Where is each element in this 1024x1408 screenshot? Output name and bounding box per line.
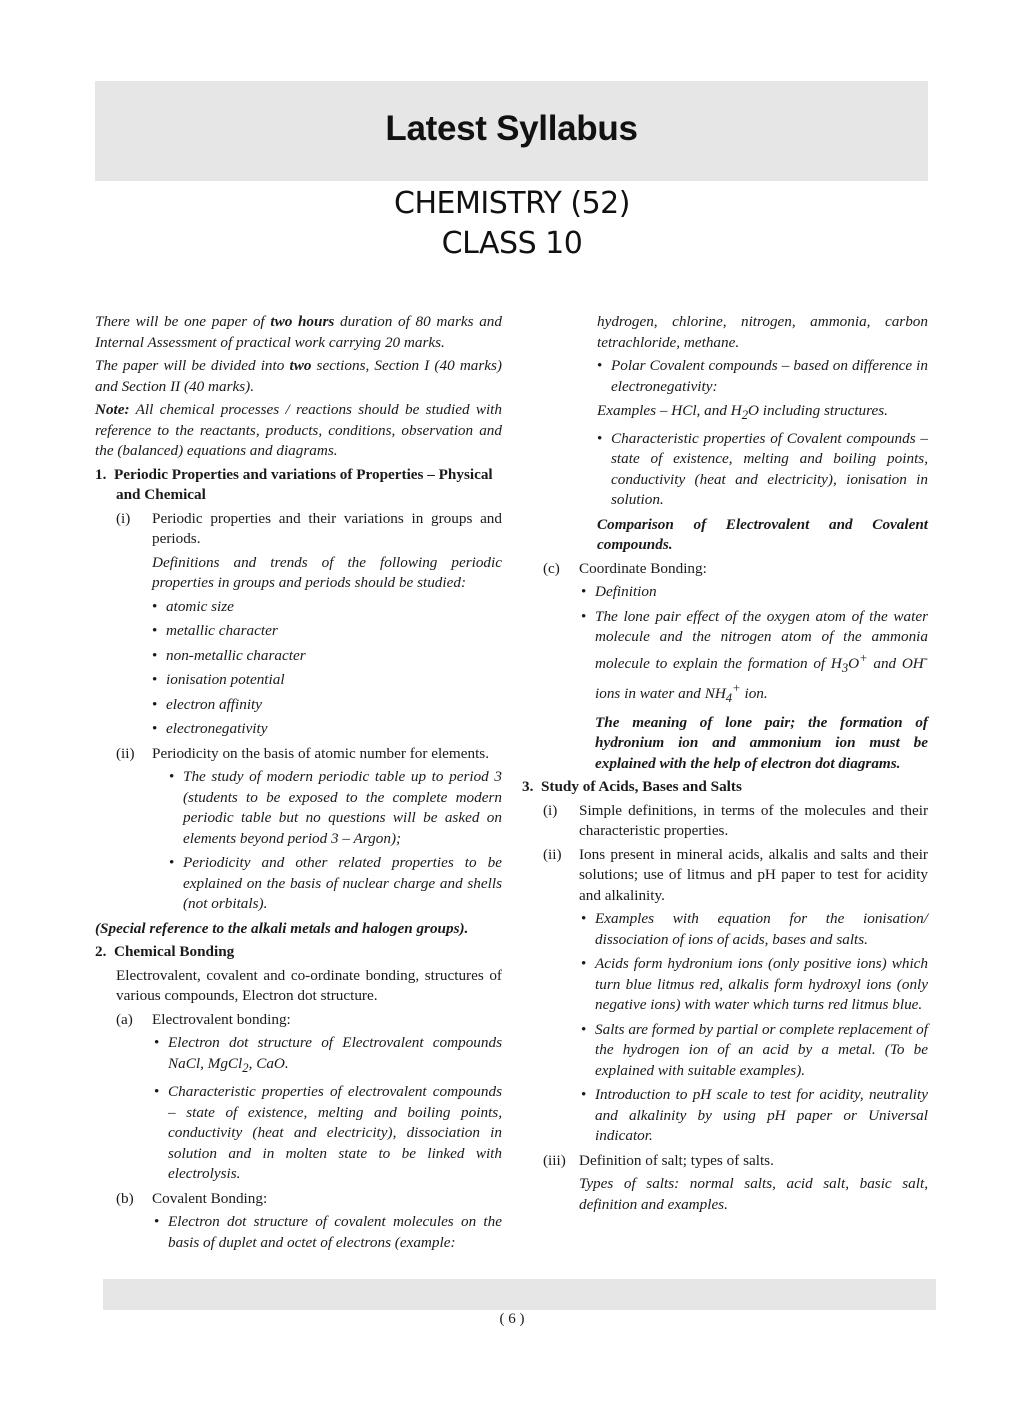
intro-paragraph-2: The paper will be divided into two sections, Section I (40 marks) and Section II (40 marks). [95,357,502,395]
section-2-item-a: (a) Electrovalent bonding: [116,1010,291,1028]
list-item: • non-metallic character [152,646,502,667]
left-column [95,312,502,1257]
section-3-item-ii: (ii) Ions present in mineral acids, alkalis and salts and their solutions; use of litmus and pH paper to test for acidity and alkalinity. [543,845,928,904]
salt-types: Types of salts: normal salts, acid salt, basic salt, definition and examples. [579,1175,928,1213]
section-3-item-ii-body [522,909,928,1147]
list-item: • Polar Covalent compounds – based on difference in electronegativity: [597,356,928,397]
title-banner [95,81,928,181]
section-3-heading: 3. Study of Acids, Bases and Salts [522,778,742,796]
list-item: • Examples with equation for the ionisation/ dissociation of ions of acids, bases and salts. [581,909,928,950]
list-item: • Electron dot structure of Electrovalent compounds NaCl, MgCl$_2$, CaO. [154,1033,502,1078]
list-item: • The study of modern periodic table up to period 3 (students to be exposed to the complete modern periodic table but no questions will be asked on elements beyond period 3 – Argon); [169,767,502,849]
list-item: • ionisation potential [152,670,502,691]
section-1-item-ii: (ii) Periodicity on the basis of atomic number for elements. [116,744,489,762]
section-2-item-b-continued [522,312,928,556]
special-reference: (Special reference to the alkali metals and halogen groups). [95,919,469,937]
list-item: • atomic size [152,597,502,618]
subject-name: CHEMISTRY (52) [394,186,630,221]
footer-bar [103,1279,936,1310]
list-item: • electronegativity [152,719,502,740]
section-2-heading: 2. Chemical Bonding [95,943,235,960]
list-item: • Electron dot structure of covalent molecules on the basis of duplet and octet of electrons (example: [154,1212,502,1253]
list-item-continuation: hydrogen, chlorine, nitrogen, ammonia, carbon tetrachloride, methane. [597,313,928,351]
list-item: • Definition [581,582,928,603]
list-item: • Salts are formed by partial or complete replacement of the hydrogen ion of an acid by a metal. (To be explained with suitable examples). [581,1020,928,1082]
section-3-item-i: (i) Simple definitions, in terms of the molecules and their characteristic properties. [543,801,928,840]
section-2-item-c-body [522,582,928,774]
list-item: • electron affinity [152,695,502,716]
right-column [522,312,928,1218]
section-1-heading: 1. Periodic Properties and variations of Properties – Physical and Chemical [95,465,493,503]
list-item: • The lone pair effect of the oxygen atom of the water molecule and the nitrogen atom of the ammonia molecule to explain the formation of $H_3O^+$ and OH- ions in water and $NH_4^+$ ion. [581,607,928,709]
intro-paragraph-1: There will be one paper of two hours duration of 80 marks and Internal Assessment of practical work carrying 20 marks. [95,313,502,351]
list-item: • Acids form hydronium ions (only positive ions) which turn blue litmus red, alkalis form hydroxyl ions (only negative ions) with water which turns red litmus blue. [581,954,928,1016]
section-1-item-i-body [95,553,502,740]
lone-pair-note: The meaning of lone pair; the formation of hydronium ion and ammonium ion must be explained with the help of electron dot diagrams. [595,713,928,772]
section-2-item-b: (b) Covalent Bonding: [116,1189,268,1207]
section-2-item-a-body [95,1033,502,1185]
section-1-item-ii-body [95,767,502,915]
page-number: ( 6 ) [499,1311,525,1327]
list-item: • Characteristic properties of electrovalent compounds – state of existence, melting and boiling points, conductivity (heat and electricity), dissociation in solution and in molten state to be linked with electrolysis. [154,1082,502,1185]
section-2-intro: Electrovalent, covalent and co-ordinate bonding, structures of various compounds, Electron dot structure. [116,966,502,1004]
class-name: CLASS 10 [441,226,583,261]
section-2-item-c: (c) Coordinate Bonding: [543,559,707,577]
section-3-item-iii: (iii) Definition of salt; types of salts. [543,1151,774,1169]
intro-note: Note: All chemical processes / reactions should be studied with reference to the reactants, products, conditions, observation and the (balanced) equations and diagrams. [95,401,502,459]
list-item: • Characteristic properties of Covalent compounds – state of existence, melting and boiling points, conductivity (heat and electricity), ionisation in solution. [597,429,928,511]
section-1-item-i-desc: Definitions and trends of the following periodic properties in groups and periods should be studied: [152,553,502,591]
list-item: • Periodicity and other related properties to be explained on the basis of nuclear charge and shells (not orbitals). [169,853,502,915]
section-2-item-b-body [95,1212,502,1253]
covalent-examples: Examples – HCl, and $H_2O$ including structures. [597,402,888,423]
page-title: Latest Syllabus [385,109,638,148]
section-3-item-iii-body [522,1174,928,1215]
comparison-note: Comparison of Electrovalent and Covalent compounds. [597,515,928,554]
list-item: • Introduction to pH scale to test for acidity, neutrality and alkalinity by using pH paper or Universal indicator. [581,1085,928,1147]
list-item: • metallic character [152,621,502,642]
subject-heading [0,184,1024,264]
section-1-item-i: (i) Periodic properties and their variations in groups and periods. [116,509,502,547]
